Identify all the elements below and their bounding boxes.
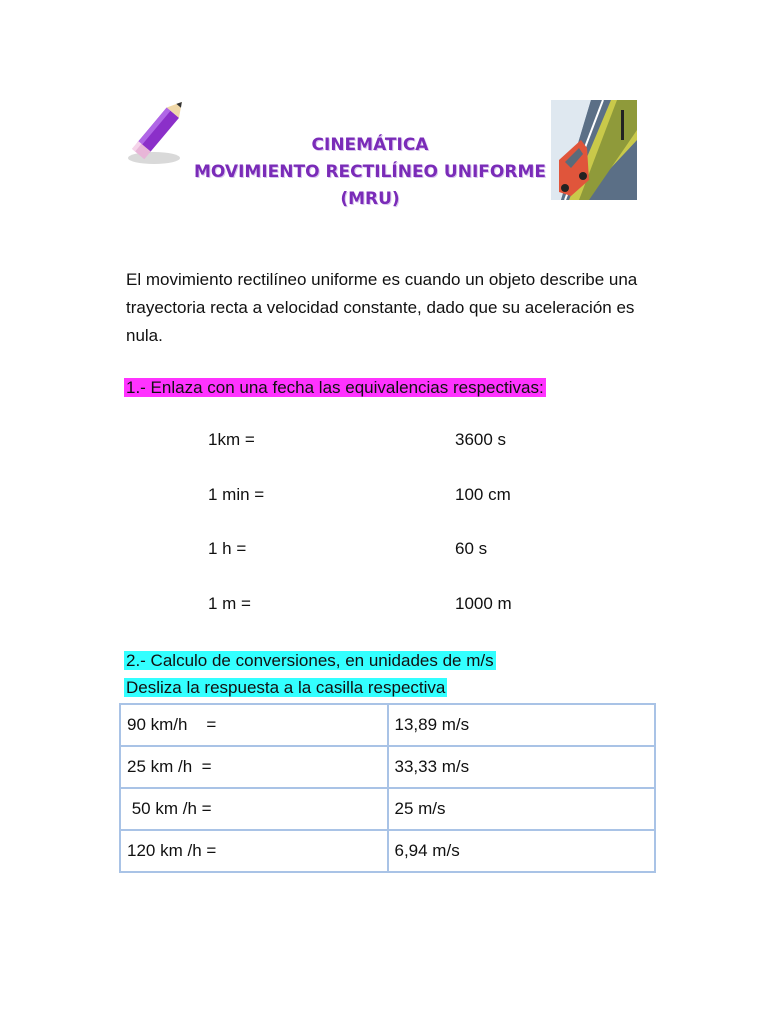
- table-row: [120, 788, 655, 830]
- equivalence-left[interactable]: 1km =: [208, 430, 255, 449]
- equivalence-right[interactable]: 1000 m: [455, 593, 512, 613]
- equivalence-row: [208, 485, 568, 540]
- answer-drop-cell[interactable]: 33,33 m/s: [388, 746, 656, 788]
- equivalence-right[interactable]: 100 cm: [455, 484, 511, 504]
- table-row: [120, 830, 655, 872]
- conversion-question: 120 km /h =: [120, 830, 388, 872]
- question-2-heading: [124, 648, 496, 702]
- equivalence-row: [208, 539, 568, 594]
- page-title: [190, 132, 550, 213]
- answer-drop-cell[interactable]: 6,94 m/s: [388, 830, 656, 872]
- table-row: [120, 704, 655, 746]
- answer-drop-cell[interactable]: 13,89 m/s: [388, 704, 656, 746]
- answer-drop-cell[interactable]: 25 m/s: [388, 788, 656, 830]
- equivalence-right[interactable]: 60 s: [455, 539, 488, 558]
- question-1-heading: [124, 376, 546, 400]
- conversion-table: [119, 703, 656, 873]
- equivalence-list: [208, 430, 568, 648]
- equivalence-left[interactable]: 1 h =: [208, 539, 247, 558]
- title-line-1: CINEMÁTICA: [311, 135, 429, 155]
- title-line-2: MOVIMIENTO RECTILÍNEO UNIFORME: [194, 162, 546, 182]
- pencil-icon: [124, 88, 196, 168]
- conversion-question: 50 km /h =: [120, 788, 388, 830]
- equivalence-left[interactable]: 1 min =: [208, 484, 265, 504]
- intro-paragraph: El movimiento rectilíneo uniforme es cuando un objeto describe una trayectoria recta a velocidad constante, dado que su aceleración es nula.: [126, 270, 638, 345]
- title-line-3: (MRU): [340, 189, 400, 209]
- equivalence-row: [208, 594, 568, 649]
- equivalence-right[interactable]: 3600 s: [455, 430, 507, 449]
- question-2-line-1: 2.- Calculo de conversiones, en unidades de m/s: [126, 651, 494, 670]
- equivalence-row: [208, 430, 568, 485]
- equivalence-left[interactable]: 1 m =: [208, 593, 251, 613]
- question-1-text: 1.- Enlaza con una fecha las equivalencias respectivas:: [126, 378, 544, 397]
- conversion-question: 25 km /h =: [120, 746, 388, 788]
- table-row: [120, 746, 655, 788]
- car-road-image: [551, 100, 637, 200]
- conversion-question: 90 km/h =: [120, 704, 388, 746]
- question-2-line-2: Desliza la respuesta a la casilla respectiva: [126, 678, 446, 697]
